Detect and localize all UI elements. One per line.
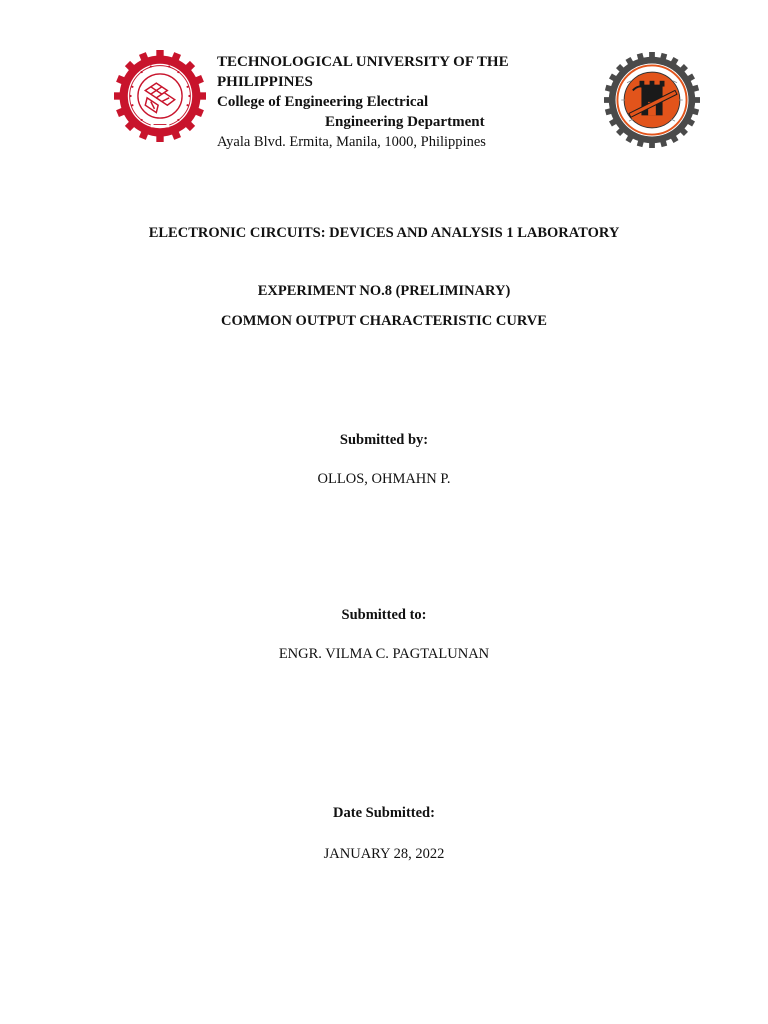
header-block bbox=[217, 52, 547, 153]
engineering-seal-logo bbox=[604, 52, 700, 148]
date-submitted-value: JANUARY 28, 2022 bbox=[323, 846, 445, 862]
experiment-number: EXPERIMENT NO.8 (PRELIMINARY) bbox=[257, 283, 511, 299]
university-address: Ayala Blvd. Ermita, Manila, 1000, Philippines bbox=[217, 134, 486, 150]
university-name-line2: PHILIPPINES bbox=[217, 74, 313, 90]
college-name-line1: College of Engineering Electrical bbox=[217, 94, 429, 110]
submitted-to-name: ENGR. VILMA C. PAGTALUNAN bbox=[278, 646, 490, 662]
university-name-line1: TECHNOLOGICAL UNIVERSITY OF THE bbox=[217, 54, 509, 70]
tup-seal-logo bbox=[114, 50, 206, 142]
experiment-title: COMMON OUTPUT CHARACTERISTIC CURVE bbox=[221, 313, 547, 329]
college-name-line2: Engineering Department bbox=[325, 114, 485, 130]
submitted-by-name: OLLOS, OHMAHN P. bbox=[317, 471, 451, 487]
course-title: ELECTRONIC CIRCUITS: DEVICES AND ANALYSIS 1 LABORATORY bbox=[148, 225, 620, 241]
submitted-to-label: Submitted to: bbox=[341, 607, 427, 623]
submitted-by-label: Submitted by: bbox=[339, 432, 429, 448]
date-submitted-label: Date Submitted: bbox=[333, 805, 435, 821]
